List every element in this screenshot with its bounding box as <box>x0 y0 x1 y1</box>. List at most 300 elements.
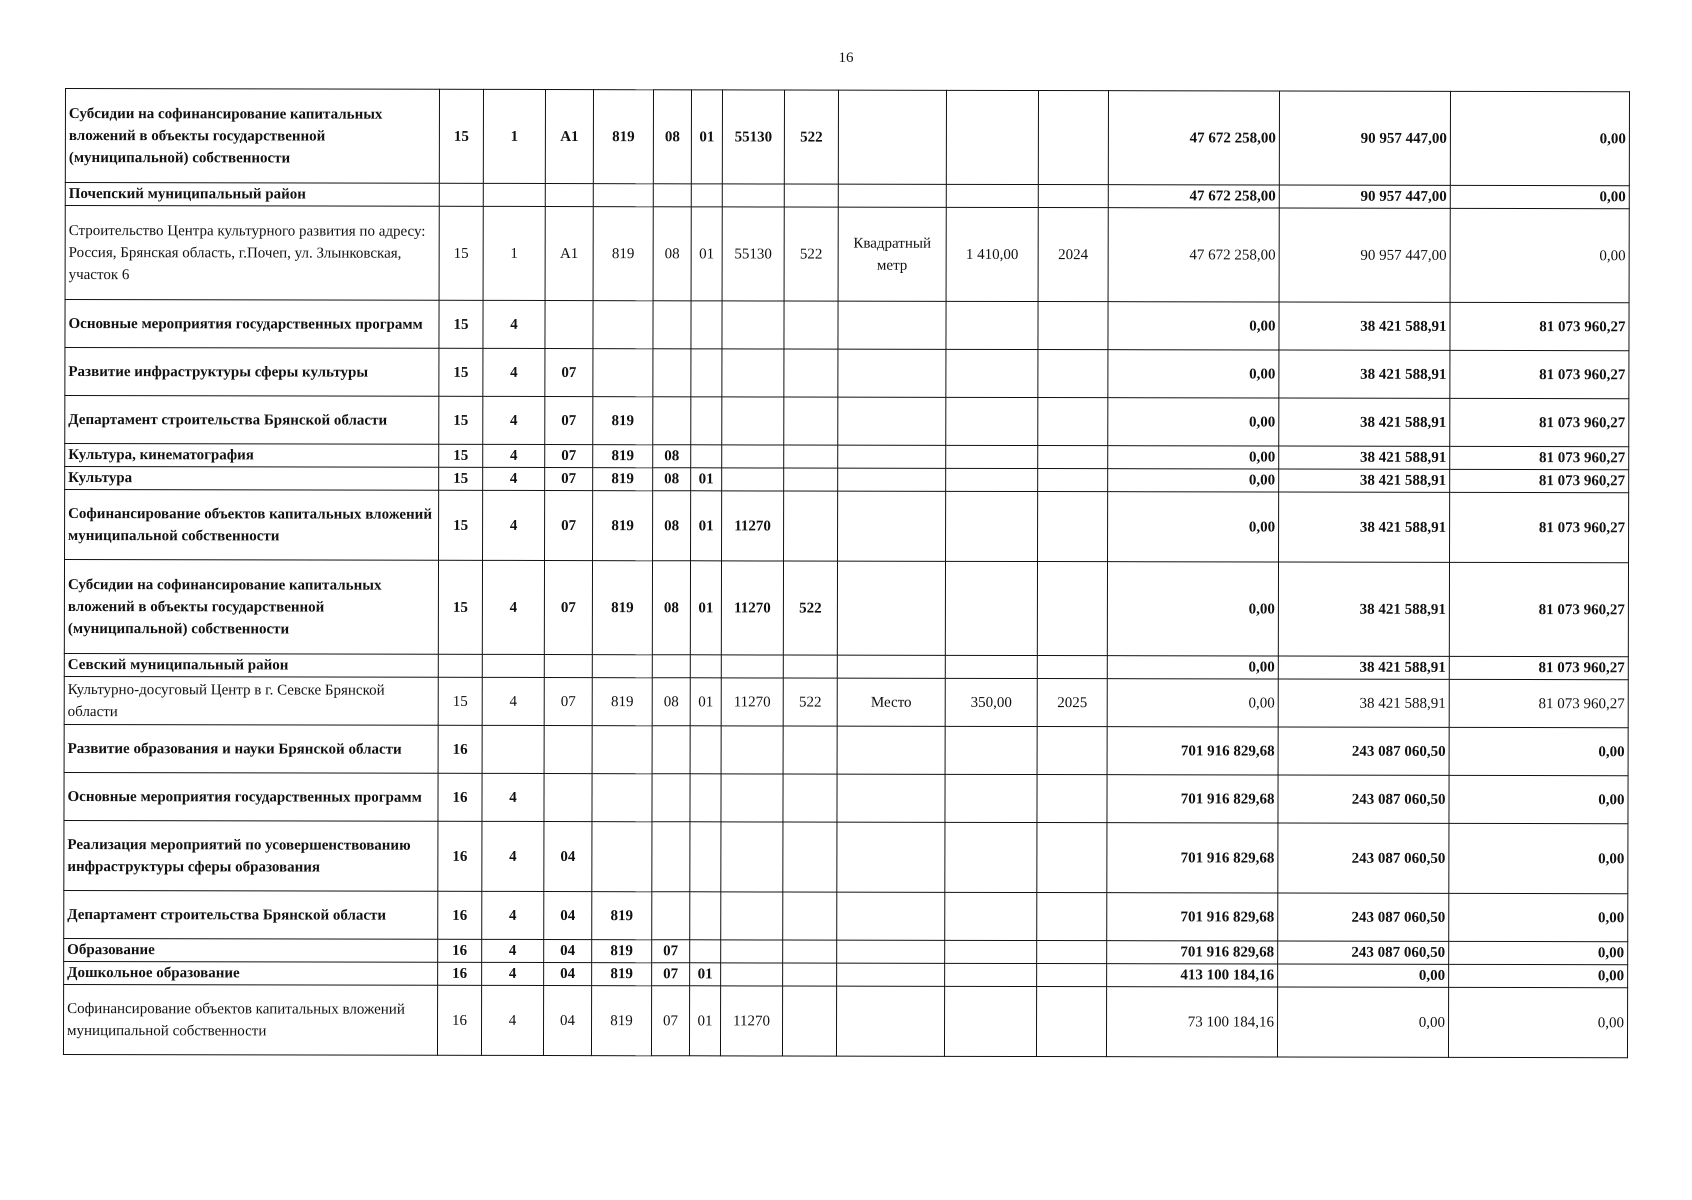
cell-capacity <box>945 822 1037 892</box>
cell-name: Основные мероприятия государственных программ <box>65 300 439 349</box>
cell-name: Софинансирование объектов капитальных вложений муниципальной собственности <box>63 984 437 1055</box>
cell-amount-2: 38 421 588,91 <box>1279 302 1450 350</box>
cell-subsection-code <box>691 445 722 468</box>
cell-name: Реализация мероприятий по усовершенствованию инфраструктуры сферы образования <box>64 820 438 891</box>
cell-section-code: 08 <box>653 445 691 468</box>
cell-section-code: 08 <box>652 678 690 726</box>
cell-program-code: 16 <box>438 891 482 939</box>
cell-section-code: 08 <box>652 561 690 655</box>
cell-amount-1: 0,00 <box>1107 562 1278 656</box>
cell-ministry-code: 819 <box>593 445 653 468</box>
cell-name: Строительство Центра культурного развития по адресу: Россия, Брянская область, г.Почеп, ул. Злынковская, участок 6 <box>65 206 439 301</box>
cell-subprogram-code: 4 <box>481 985 543 1055</box>
cell-year <box>1038 302 1108 350</box>
table-row <box>64 938 1628 964</box>
cell-section-code <box>653 349 691 397</box>
cell-activity-code: 04 <box>543 986 591 1056</box>
cell-subprogram-code: 4 <box>482 939 544 962</box>
cell-amount-3: 0,00 <box>1449 727 1628 775</box>
cell-activity-code: 04 <box>544 940 592 963</box>
cell-name: Субсидии на софинансирование капитальных вложений в объекты государственной (муниципальной) собственности <box>64 560 438 655</box>
cell-unit <box>838 468 946 491</box>
cell-amount-2: 243 087 060,50 <box>1278 941 1449 964</box>
table-row <box>64 560 1628 657</box>
cell-name: Софинансирование объектов капитальных вложений муниципальной собственности <box>65 490 439 561</box>
cell-unit <box>837 774 945 822</box>
cell-expense-type-code <box>784 184 838 207</box>
cell-amount-2: 38 421 588,91 <box>1279 350 1450 398</box>
cell-program-code: 15 <box>439 467 483 490</box>
cell-unit <box>838 90 946 184</box>
cell-amount-1: 0,00 <box>1108 302 1279 350</box>
cell-activity-code <box>545 301 593 349</box>
cell-capacity <box>945 726 1037 774</box>
cell-year <box>1037 893 1107 941</box>
cell-expense-type-code <box>784 491 838 561</box>
cell-year <box>1037 656 1107 679</box>
cell-target-article-code: 11270 <box>722 491 784 561</box>
cell-subsection-code: 01 <box>690 561 721 655</box>
cell-unit <box>838 397 946 445</box>
table-row <box>65 396 1629 447</box>
cell-subprogram-code: 4 <box>483 300 545 348</box>
cell-program-code: 16 <box>438 773 482 821</box>
cell-amount-2: 90 957 447,00 <box>1279 91 1450 185</box>
table-row <box>64 676 1628 727</box>
cell-name: Севский муниципальный район <box>64 653 438 677</box>
cell-unit <box>837 892 945 940</box>
cell-amount-1: 47 672 258,00 <box>1108 208 1279 302</box>
cell-section-code: 07 <box>652 963 690 986</box>
cell-year <box>1037 727 1107 775</box>
cell-amount-2: 243 087 060,50 <box>1278 823 1449 893</box>
cell-name: Культура, кинематография <box>65 444 439 468</box>
table-row <box>65 467 1629 493</box>
cell-subsection-code <box>691 349 722 397</box>
cell-capacity <box>945 963 1037 986</box>
cell-amount-1: 0,00 <box>1108 492 1279 562</box>
cell-expense-type-code <box>783 655 837 678</box>
cell-section-code <box>652 655 690 678</box>
cell-name: Департамент строительства Брянской области <box>64 890 438 939</box>
cell-target-article-code: 55130 <box>722 90 784 184</box>
cell-target-article-code <box>722 397 784 445</box>
cell-ministry-code <box>592 774 652 822</box>
cell-ministry-code <box>592 726 652 774</box>
cell-expense-type-code: 522 <box>784 207 838 301</box>
cell-amount-3: 0,00 <box>1449 775 1628 823</box>
cell-subsection-code <box>690 655 721 678</box>
cell-amount-1: 73 100 184,16 <box>1106 987 1277 1057</box>
cell-subprogram-code: 4 <box>482 891 544 939</box>
cell-ministry-code <box>592 655 652 678</box>
cell-section-code <box>653 184 691 207</box>
cell-amount-1: 47 672 258,00 <box>1108 185 1279 208</box>
table-body <box>63 89 1629 1058</box>
cell-ministry-code: 819 <box>593 90 653 184</box>
cell-section-code <box>652 822 690 892</box>
cell-capacity <box>946 184 1038 207</box>
cell-amount-3: 0,00 <box>1449 941 1628 964</box>
cell-year: 2024 <box>1038 208 1108 302</box>
table-row <box>65 444 1629 470</box>
cell-year: 2025 <box>1037 679 1107 727</box>
cell-amount-1: 0,00 <box>1108 446 1279 469</box>
cell-program-code: 15 <box>439 396 483 444</box>
cell-amount-3: 0,00 <box>1450 185 1629 208</box>
cell-amount-2: 0,00 <box>1277 987 1448 1057</box>
table-row <box>65 183 1629 209</box>
cell-amount-3: 0,00 <box>1449 964 1628 987</box>
cell-subsection-code <box>691 397 722 445</box>
cell-amount-3: 0,00 <box>1448 987 1627 1057</box>
cell-subsection-code: 01 <box>691 90 722 184</box>
cell-ministry-code: 819 <box>593 397 653 445</box>
cell-unit <box>836 986 944 1056</box>
cell-name: Основные мероприятия государственных программ <box>64 772 438 821</box>
cell-subsection-code <box>690 726 721 774</box>
cell-ministry-code <box>593 184 653 207</box>
cell-amount-3: 0,00 <box>1450 208 1629 302</box>
table-row <box>64 820 1628 893</box>
cell-expense-type-code <box>784 468 838 491</box>
cell-target-article-code: 55130 <box>722 207 784 301</box>
cell-program-code: 16 <box>438 962 482 985</box>
cell-section-code: 08 <box>653 90 691 184</box>
cell-amount-1: 701 916 829,68 <box>1107 893 1278 941</box>
cell-name: Департамент строительства Брянской области <box>65 396 439 445</box>
cell-ministry-code: 819 <box>593 468 653 491</box>
cell-program-code <box>439 183 483 206</box>
cell-section-code <box>652 726 690 774</box>
cell-program-code: 15 <box>438 560 482 654</box>
cell-amount-3: 0,00 <box>1450 91 1629 185</box>
cell-expense-type-code <box>783 822 837 892</box>
cell-program-code: 15 <box>438 677 482 725</box>
cell-expense-type-code: 522 <box>784 90 838 184</box>
table-row <box>63 984 1627 1057</box>
cell-activity-code: А1 <box>545 90 593 184</box>
cell-activity-code: 04 <box>544 892 592 940</box>
table-row <box>65 490 1629 563</box>
cell-subsection-code: 01 <box>690 963 721 986</box>
cell-section-code <box>653 301 691 349</box>
cell-target-article-code <box>721 892 783 940</box>
cell-activity-code: 07 <box>545 468 593 491</box>
cell-amount-3: 81 073 960,27 <box>1450 492 1629 562</box>
cell-subprogram-code: 4 <box>482 560 544 654</box>
cell-expense-type-code <box>782 986 836 1056</box>
cell-capacity <box>946 445 1038 468</box>
cell-capacity <box>945 561 1037 655</box>
cell-program-code: 15 <box>439 348 483 396</box>
cell-amount-2: 38 421 588,91 <box>1279 469 1450 492</box>
cell-unit <box>837 963 945 986</box>
cell-name: Культура <box>65 467 439 491</box>
cell-capacity <box>945 655 1037 678</box>
cell-program-code: 15 <box>439 490 483 560</box>
cell-ministry-code <box>593 349 653 397</box>
cell-year <box>1038 398 1108 446</box>
cell-program-code: 15 <box>439 89 483 183</box>
table-row <box>65 206 1629 303</box>
budget-table <box>63 88 1630 1058</box>
cell-section-code <box>652 892 690 940</box>
cell-amount-2: 243 087 060,50 <box>1278 775 1449 823</box>
cell-activity-code: 04 <box>544 963 592 986</box>
cell-expense-type-code <box>784 301 838 349</box>
cell-year <box>1036 987 1106 1057</box>
cell-amount-2: 90 957 447,00 <box>1279 185 1450 208</box>
cell-ministry-code: 819 <box>593 491 653 561</box>
cell-amount-2: 0,00 <box>1278 964 1449 987</box>
cell-year <box>1038 469 1108 492</box>
cell-amount-3: 81 073 960,27 <box>1449 679 1628 727</box>
table-row <box>65 348 1629 399</box>
cell-activity-code <box>545 184 593 207</box>
cell-year <box>1038 185 1108 208</box>
cell-target-article-code: 11270 <box>721 678 783 726</box>
cell-ministry-code: 819 <box>592 940 652 963</box>
cell-expense-type-code <box>783 892 837 940</box>
cell-section-code: 07 <box>652 940 690 963</box>
cell-capacity <box>945 774 1037 822</box>
table-row <box>64 772 1628 823</box>
cell-year <box>1038 446 1108 469</box>
cell-expense-type-code <box>783 963 837 986</box>
cell-target-article-code <box>721 655 783 678</box>
cell-program-code: 15 <box>439 206 483 300</box>
cell-activity-code: 07 <box>545 397 593 445</box>
cell-amount-3: 0,00 <box>1449 823 1628 893</box>
cell-subprogram-code <box>482 725 544 773</box>
cell-amount-1: 47 672 258,00 <box>1108 91 1279 185</box>
cell-ministry-code: 819 <box>592 561 652 655</box>
cell-program-code <box>438 654 482 677</box>
cell-amount-2: 38 421 588,91 <box>1278 562 1449 656</box>
cell-name: Образование <box>64 938 438 962</box>
cell-name: Развитие образования и науки Брянской области <box>64 724 438 773</box>
cell-activity-code: 04 <box>544 822 592 892</box>
cell-section-code: 07 <box>651 986 689 1056</box>
cell-unit <box>837 726 945 774</box>
cell-subprogram-code: 4 <box>483 467 545 490</box>
cell-amount-1: 701 916 829,68 <box>1107 823 1278 893</box>
cell-amount-2: 243 087 060,50 <box>1278 727 1449 775</box>
cell-target-article-code <box>721 963 783 986</box>
cell-ministry-code <box>593 301 653 349</box>
cell-target-article-code <box>722 468 784 491</box>
cell-amount-1: 0,00 <box>1108 469 1279 492</box>
cell-target-article-code <box>721 774 783 822</box>
cell-amount-2: 38 421 588,91 <box>1279 492 1450 562</box>
cell-capacity <box>946 468 1038 491</box>
cell-expense-type-code: 522 <box>783 678 837 726</box>
cell-capacity: 350,00 <box>945 678 1037 726</box>
cell-amount-2: 38 421 588,91 <box>1279 446 1450 469</box>
cell-year <box>1037 562 1107 656</box>
cell-amount-3: 81 073 960,27 <box>1450 302 1629 350</box>
cell-amount-1: 0,00 <box>1108 398 1279 446</box>
cell-amount-1: 413 100 184,16 <box>1107 964 1278 987</box>
cell-unit <box>838 491 946 561</box>
cell-capacity: 1 410,00 <box>946 207 1038 301</box>
cell-amount-2: 243 087 060,50 <box>1278 893 1449 941</box>
cell-amount-3: 81 073 960,27 <box>1449 656 1628 679</box>
cell-name: Почепский муниципальный район <box>65 183 439 207</box>
cell-target-article-code <box>721 822 783 892</box>
cell-capacity <box>946 397 1038 445</box>
cell-ministry-code: 819 <box>591 986 651 1056</box>
cell-subsection-code <box>691 301 722 349</box>
cell-target-article-code: 11270 <box>720 986 782 1056</box>
cell-amount-3: 81 073 960,27 <box>1450 469 1629 492</box>
cell-subsection-code: 01 <box>690 678 721 726</box>
cell-subprogram-code: 4 <box>483 396 545 444</box>
cell-section-code: 08 <box>653 207 691 301</box>
cell-amount-3: 0,00 <box>1449 893 1628 941</box>
cell-expense-type-code <box>783 726 837 774</box>
cell-section-code <box>652 774 690 822</box>
cell-capacity <box>946 90 1038 184</box>
cell-activity-code <box>544 655 592 678</box>
cell-amount-3: 81 073 960,27 <box>1450 446 1629 469</box>
cell-activity-code <box>544 774 592 822</box>
cell-subprogram-code: 4 <box>483 348 545 396</box>
cell-subsection-code: 01 <box>689 986 720 1056</box>
cell-section-code: 08 <box>653 491 691 561</box>
cell-expense-type-code <box>783 774 837 822</box>
cell-subsection-code <box>690 822 721 892</box>
cell-program-code: 16 <box>437 985 481 1055</box>
table-row <box>64 724 1628 775</box>
table-row <box>65 89 1629 186</box>
cell-target-article-code <box>722 184 784 207</box>
cell-activity-code: 07 <box>544 561 592 655</box>
cell-amount-1: 0,00 <box>1108 350 1279 398</box>
cell-subprogram-code: 4 <box>483 490 545 560</box>
table-row <box>64 653 1628 679</box>
cell-subsection-code: 01 <box>691 207 722 301</box>
cell-ministry-code: 819 <box>592 963 652 986</box>
cell-ministry-code <box>592 822 652 892</box>
cell-activity-code <box>544 726 592 774</box>
cell-name: Дошкольное образование <box>64 961 438 985</box>
cell-expense-type-code <box>783 940 837 963</box>
cell-subprogram-code: 1 <box>483 206 545 300</box>
cell-unit <box>838 301 946 349</box>
cell-subprogram-code: 4 <box>482 773 544 821</box>
table-row <box>64 961 1628 987</box>
cell-program-code: 15 <box>439 444 483 467</box>
cell-ministry-code: 819 <box>593 207 653 301</box>
cell-program-code: 16 <box>438 821 482 891</box>
cell-expense-type-code: 522 <box>783 561 837 655</box>
cell-target-article-code <box>721 726 783 774</box>
cell-section-code <box>653 397 691 445</box>
cell-subsection-code <box>690 892 721 940</box>
cell-unit <box>837 822 945 892</box>
cell-amount-3: 81 073 960,27 <box>1450 350 1629 398</box>
cell-ministry-code: 819 <box>592 892 652 940</box>
cell-amount-1: 701 916 829,68 <box>1107 775 1278 823</box>
cell-capacity <box>944 986 1036 1056</box>
cell-subprogram-code: 4 <box>483 444 545 467</box>
cell-target-article-code <box>722 445 784 468</box>
cell-ministry-code: 819 <box>592 678 652 726</box>
cell-year <box>1037 964 1107 987</box>
cell-activity-code: 07 <box>545 491 593 561</box>
cell-expense-type-code <box>784 445 838 468</box>
cell-year <box>1038 350 1108 398</box>
cell-subsection-code: 01 <box>691 491 722 561</box>
cell-unit <box>837 655 945 678</box>
cell-subprogram-code: 1 <box>483 89 545 183</box>
cell-name: Развитие инфраструктуры сферы культуры <box>65 348 439 397</box>
cell-unit: Квадратный метр <box>838 207 946 301</box>
cell-unit <box>838 184 946 207</box>
cell-target-article-code <box>722 301 784 349</box>
cell-amount-3: 81 073 960,27 <box>1450 398 1629 446</box>
cell-activity-code: 07 <box>545 445 593 468</box>
cell-target-article-code: 11270 <box>721 561 783 655</box>
cell-subsection-code <box>690 774 721 822</box>
cell-program-code: 16 <box>438 725 482 773</box>
cell-program-code: 16 <box>438 939 482 962</box>
cell-subprogram-code: 4 <box>482 821 544 891</box>
cell-year <box>1038 91 1108 185</box>
table-row <box>64 890 1628 941</box>
cell-amount-1: 0,00 <box>1107 656 1278 679</box>
cell-target-article-code <box>722 349 784 397</box>
cell-capacity <box>945 892 1037 940</box>
cell-subprogram-code <box>482 654 544 677</box>
cell-activity-code: А1 <box>545 207 593 301</box>
cell-amount-1: 701 916 829,68 <box>1107 941 1278 964</box>
cell-expense-type-code <box>784 397 838 445</box>
cell-section-code: 08 <box>653 468 691 491</box>
cell-program-code: 15 <box>439 300 483 348</box>
cell-amount-2: 90 957 447,00 <box>1279 208 1450 302</box>
cell-name: Субсидии на софинансирование капитальных вложений в объекты государственной (муниципальной) собственности <box>65 89 439 184</box>
cell-subsection-code: 01 <box>691 468 722 491</box>
cell-unit <box>838 349 946 397</box>
cell-activity-code: 07 <box>545 349 593 397</box>
cell-unit <box>837 561 945 655</box>
page-number: 16 <box>838 50 854 66</box>
cell-activity-code: 07 <box>544 678 592 726</box>
cell-unit <box>837 940 945 963</box>
cell-subsection-code <box>691 184 722 207</box>
cell-subprogram-code: 4 <box>482 677 544 725</box>
cell-name: Культурно-досуговый Центр в г. Севске Брянской области <box>64 676 438 725</box>
cell-year <box>1037 941 1107 964</box>
cell-amount-2: 38 421 588,91 <box>1278 656 1449 679</box>
cell-year <box>1037 775 1107 823</box>
cell-amount-2: 38 421 588,91 <box>1278 679 1449 727</box>
cell-target-article-code <box>721 940 783 963</box>
cell-subprogram-code <box>483 183 545 206</box>
cell-amount-2: 38 421 588,91 <box>1279 398 1450 446</box>
cell-year <box>1037 823 1107 893</box>
cell-capacity <box>946 491 1038 561</box>
cell-amount-1: 701 916 829,68 <box>1107 727 1278 775</box>
cell-year <box>1038 492 1108 562</box>
cell-capacity <box>946 349 1038 397</box>
cell-amount-1: 0,00 <box>1107 679 1278 727</box>
cell-subsection-code <box>690 940 721 963</box>
cell-capacity <box>946 301 1038 349</box>
